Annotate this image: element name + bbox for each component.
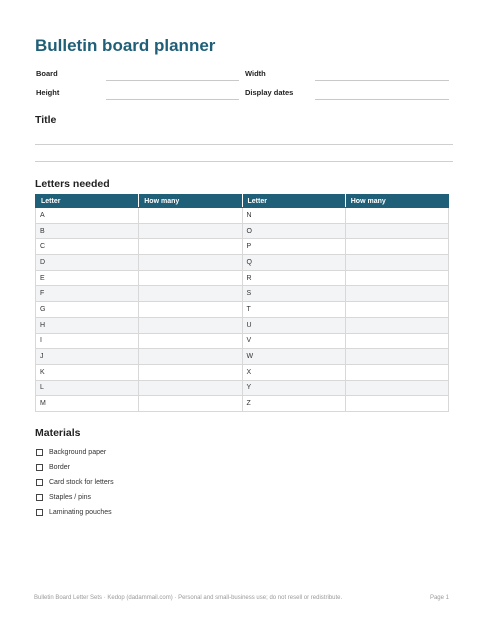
- letter-cell: D: [36, 255, 139, 271]
- letter-cell: M: [36, 396, 139, 412]
- letter-cell: J: [36, 349, 139, 365]
- column-header-how-many: How many: [345, 195, 448, 208]
- letter-cell: K: [36, 364, 139, 380]
- materials-item-label: Background paper: [49, 449, 107, 456]
- checkbox-icon[interactable]: [36, 479, 43, 486]
- how-many-cell[interactable]: [345, 317, 448, 333]
- letter-cell: R: [242, 270, 345, 286]
- how-many-cell[interactable]: [139, 364, 242, 380]
- how-many-cell[interactable]: [345, 364, 448, 380]
- height-label: Height: [36, 88, 60, 97]
- letter-cell: Q: [242, 255, 345, 271]
- checkbox-icon[interactable]: [36, 464, 43, 471]
- table-row: [36, 208, 449, 224]
- letter-cell: W: [242, 349, 345, 365]
- letter-cell: A: [36, 208, 139, 224]
- how-many-cell[interactable]: [139, 255, 242, 271]
- letter-cell: B: [36, 223, 139, 239]
- width-label: Width: [245, 69, 266, 78]
- how-many-cell[interactable]: [139, 208, 242, 224]
- materials-item-label: Laminating pouches: [49, 509, 112, 516]
- letter-cell: H: [36, 317, 139, 333]
- title-line-1[interactable]: [35, 144, 453, 145]
- materials-item[interactable]: [36, 475, 114, 490]
- letter-cell: X: [242, 364, 345, 380]
- materials-item[interactable]: [36, 460, 114, 475]
- letter-cell: E: [36, 270, 139, 286]
- table-row: [36, 286, 449, 302]
- how-many-cell[interactable]: [139, 239, 242, 255]
- letter-cell: I: [36, 333, 139, 349]
- table-row: [36, 364, 449, 380]
- how-many-cell[interactable]: [139, 302, 242, 318]
- column-header-letter: Letter: [36, 195, 139, 208]
- how-many-cell[interactable]: [139, 270, 242, 286]
- how-many-cell[interactable]: [345, 380, 448, 396]
- how-many-cell[interactable]: [345, 239, 448, 255]
- letter-cell: T: [242, 302, 345, 318]
- how-many-cell[interactable]: [345, 208, 448, 224]
- letter-cell: S: [242, 286, 345, 302]
- letter-cell: Y: [242, 380, 345, 396]
- letter-cell: L: [36, 380, 139, 396]
- how-many-cell[interactable]: [345, 286, 448, 302]
- how-many-cell[interactable]: [345, 302, 448, 318]
- display-dates-field[interactable]: [315, 99, 449, 100]
- title-heading: Title: [35, 114, 57, 126]
- column-header-how-many: How many: [139, 195, 242, 208]
- column-header-letter: Letter: [242, 195, 345, 208]
- how-many-cell[interactable]: [139, 286, 242, 302]
- how-many-cell[interactable]: [139, 380, 242, 396]
- letter-cell: P: [242, 239, 345, 255]
- how-many-cell[interactable]: [139, 349, 242, 365]
- letter-cell: N: [242, 208, 345, 224]
- footer-note: Bulletin Board Letter Sets · Kedop (dadammail.com) · Personal and small-business use; do not resell or redistribute.: [34, 595, 343, 601]
- table-row: [36, 223, 449, 239]
- how-many-cell[interactable]: [345, 270, 448, 286]
- table-row: [36, 270, 449, 286]
- materials-item[interactable]: [36, 505, 114, 520]
- table-row: [36, 333, 449, 349]
- checkbox-icon[interactable]: [36, 449, 43, 456]
- table-row: [36, 317, 449, 333]
- letters-heading: Letters needed: [35, 178, 110, 190]
- materials-item-label: Border: [49, 464, 71, 471]
- letter-cell: O: [242, 223, 345, 239]
- width-field[interactable]: [315, 80, 449, 81]
- how-many-cell[interactable]: [345, 396, 448, 412]
- how-many-cell[interactable]: [139, 333, 242, 349]
- table-row: [36, 302, 449, 318]
- letters-table: [35, 194, 449, 412]
- page-title: Bulletin board planner: [35, 36, 216, 55]
- how-many-cell[interactable]: [345, 349, 448, 365]
- board-field[interactable]: [106, 80, 239, 81]
- letter-cell: G: [36, 302, 139, 318]
- materials-item[interactable]: [36, 490, 114, 505]
- table-row: [36, 349, 449, 365]
- table-row: [36, 380, 449, 396]
- how-many-cell[interactable]: [139, 317, 242, 333]
- checkbox-icon[interactable]: [36, 494, 43, 501]
- table-row: [36, 396, 449, 412]
- display-dates-label: Display dates: [245, 88, 294, 97]
- how-many-cell[interactable]: [345, 333, 448, 349]
- letter-cell: Z: [242, 396, 345, 412]
- how-many-cell[interactable]: [345, 223, 448, 239]
- letter-cell: V: [242, 333, 345, 349]
- height-field[interactable]: [106, 99, 239, 100]
- letter-cell: U: [242, 317, 345, 333]
- letters-table-header: [36, 195, 449, 208]
- how-many-cell[interactable]: [139, 396, 242, 412]
- materials-heading: Materials: [35, 427, 81, 439]
- materials-list: [36, 445, 114, 520]
- how-many-cell[interactable]: [139, 223, 242, 239]
- title-line-2[interactable]: [35, 161, 453, 162]
- checkbox-icon[interactable]: [36, 509, 43, 516]
- materials-item-label: Staples / pins: [49, 494, 92, 501]
- how-many-cell[interactable]: [345, 255, 448, 271]
- materials-item[interactable]: [36, 445, 114, 460]
- table-row: [36, 255, 449, 271]
- page-number: Page 1: [429, 595, 449, 601]
- letter-cell: F: [36, 286, 139, 302]
- materials-item-label: Card stock for letters: [49, 479, 114, 486]
- table-row: [36, 239, 449, 255]
- letter-cell: C: [36, 239, 139, 255]
- board-label: Board: [36, 69, 58, 78]
